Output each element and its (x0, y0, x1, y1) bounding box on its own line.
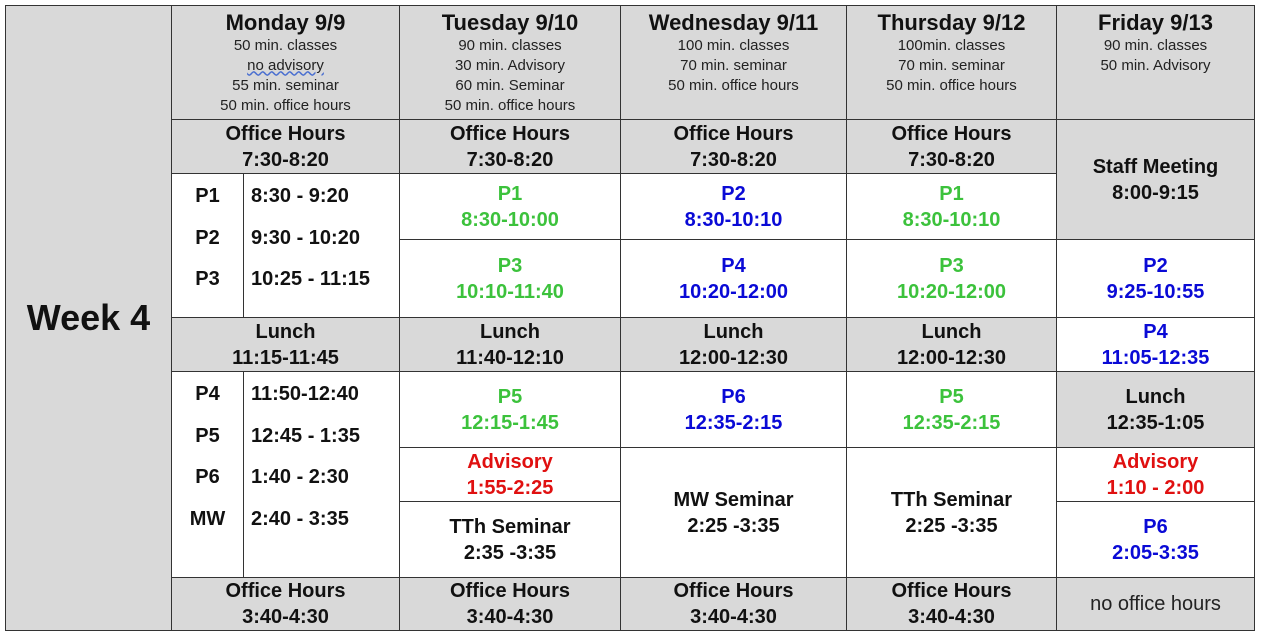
slot-time: 1:55-2:25 (466, 476, 554, 499)
slot-time: 1:10 - 2:00 (1106, 476, 1205, 499)
period-label: P2 (195, 226, 220, 249)
friday-staff-meeting (1056, 119, 1255, 240)
day-note: 70 min. seminar (898, 57, 1005, 74)
slot-time: 11:40-12:10 (456, 346, 564, 369)
slot-label: P5 (939, 385, 964, 408)
header-monday (171, 5, 400, 120)
day-note: 70 min. seminar (680, 57, 787, 74)
slot-time: 2:35 -3:35 (463, 541, 557, 564)
slot-time: 3:40-4:30 (242, 606, 329, 628)
day-title: Tuesday 9/10 (441, 9, 579, 35)
slot-time: 11:05-12:35 (1101, 346, 1210, 369)
tuesday-lunch (399, 317, 621, 372)
slot-time: 12:15-1:45 (461, 411, 559, 434)
friday-advisory (1056, 447, 1255, 502)
day-note: 50 min. classes (233, 36, 338, 54)
day-note: 100min. classes (897, 37, 1006, 54)
tuesday-block-3 (399, 371, 621, 448)
slot-label: Advisory (1112, 450, 1199, 473)
slot-label: P1 (497, 182, 523, 205)
slot-time: 7:30-8:20 (908, 148, 995, 171)
friday-lunch (1056, 371, 1255, 448)
slot-label: Office Hours (225, 580, 346, 602)
slot-label: Office Hours (891, 580, 1012, 602)
slot-time: 12:00-12:30 (679, 346, 788, 369)
slot-label: Lunch (703, 320, 764, 343)
header-tuesday (399, 5, 621, 120)
slot-label: Lunch (921, 320, 982, 343)
slot-time: 12:35-2:15 (902, 411, 1001, 434)
slot-label: P2 (1143, 254, 1168, 277)
slot-label: P4 (1143, 320, 1168, 343)
monday-office-hours-pm (171, 577, 400, 631)
slot-time: 3:40-4:30 (466, 606, 554, 628)
wednesday-office-hours-am (620, 119, 847, 174)
monday-morning-period-times (243, 173, 400, 318)
day-note: 50 min. office hours (220, 96, 351, 114)
slot-time: 3:40-4:30 (690, 606, 777, 628)
slot-time: 10:10-11:40 (456, 280, 564, 303)
friday-block-2 (1056, 317, 1255, 372)
slot-label: Staff Meeting (1092, 155, 1219, 178)
day-title: Friday 9/13 (1098, 10, 1213, 35)
period-time: 10:25 - 11:15 (251, 268, 370, 290)
day-note: 90 min. classes (1103, 37, 1208, 54)
day-note: 55 min. seminar (232, 76, 339, 94)
day-note: 50 min. office hours (886, 77, 1017, 94)
period-time: 11:50-12:40 (251, 383, 359, 405)
slot-label: MW Seminar (673, 488, 794, 511)
period-label: P5 (195, 424, 220, 447)
monday-office-hours-am (171, 119, 400, 174)
slot-label: P6 (721, 385, 746, 408)
slot-label: P6 (1143, 515, 1168, 538)
period-label: P6 (195, 466, 220, 488)
slot-time: 2:25 -3:35 (905, 514, 998, 537)
slot-label: TTh Seminar (890, 488, 1013, 511)
day-title: Monday 9/9 (225, 9, 346, 35)
slot-time: 8:30-10:00 (461, 208, 559, 231)
wednesday-lunch (620, 317, 847, 372)
thursday-lunch (846, 317, 1057, 372)
slot-time: 7:30-8:20 (242, 148, 329, 171)
wednesday-block-1 (620, 173, 847, 240)
slot-label: Lunch (1125, 385, 1186, 408)
thursday-office-hours-pm (846, 577, 1057, 631)
week-label: Week 4 (26, 297, 151, 338)
period-time: 12:45 - 1:35 (251, 424, 360, 447)
monday-morning-period-labels (171, 173, 244, 318)
period-time: 8:30 - 9:20 (251, 185, 349, 207)
period-label: P4 (195, 383, 220, 405)
period-label: P3 (195, 268, 220, 290)
slot-label: P5 (497, 385, 523, 408)
monday-afternoon-period-times (243, 371, 400, 578)
slot-label: Lunch (480, 320, 540, 343)
wednesday-office-hours-pm (620, 577, 847, 631)
tuesday-office-hours-pm (399, 577, 621, 631)
day-note: 50 min. Advisory (1100, 57, 1211, 74)
thursday-office-hours-am (846, 119, 1057, 174)
monday-lunch (171, 317, 400, 372)
tuesday-block-1 (399, 173, 621, 240)
period-time: 2:40 - 3:35 (251, 507, 349, 530)
slot-time: 8:00-9:15 (1112, 181, 1199, 204)
slot-label: no office hours (1090, 592, 1221, 615)
slot-time: 8:30-10:10 (902, 208, 1001, 231)
period-time: 9:30 - 10:20 (251, 226, 360, 249)
header-friday (1056, 5, 1255, 120)
wednesday-seminar (620, 447, 847, 578)
day-title: Wednesday 9/11 (648, 10, 819, 35)
wednesday-block-3 (620, 371, 847, 448)
header-wednesday (620, 5, 847, 120)
slot-label: Office Hours (449, 580, 571, 602)
day-note: 60 min. Seminar (455, 76, 565, 94)
header-thursday (846, 5, 1057, 120)
slot-label: P1 (939, 182, 964, 205)
slot-label: P4 (721, 254, 746, 277)
slot-label: Office Hours (225, 122, 346, 145)
day-note: 30 min. Advisory (454, 56, 566, 74)
tuesday-block-2 (399, 239, 621, 318)
thursday-block-3 (846, 371, 1057, 448)
day-note: 50 min. office hours (444, 96, 576, 114)
slot-label: Office Hours (673, 580, 794, 602)
tuesday-advisory (399, 447, 621, 502)
day-note: no advisory (247, 56, 324, 74)
day-note: 100 min. classes (677, 37, 790, 54)
thursday-seminar (846, 447, 1057, 578)
thursday-block-1 (846, 173, 1057, 240)
tuesday-office-hours-am (399, 119, 621, 174)
slot-time: 8:30-10:10 (684, 208, 783, 231)
slot-time: 3:40-4:30 (908, 606, 995, 628)
slot-time: 2:25 -3:35 (687, 514, 780, 537)
slot-label: Office Hours (673, 122, 794, 145)
slot-label: Office Hours (891, 122, 1012, 145)
friday-block-3 (1056, 501, 1255, 578)
week-label-cell (5, 5, 172, 631)
period-label: MW (189, 507, 226, 530)
slot-label: P3 (497, 254, 523, 277)
day-title: Thursday 9/12 (877, 10, 1026, 35)
slot-time: 7:30-8:20 (466, 148, 554, 171)
slot-time: 10:20-12:00 (897, 280, 1006, 303)
wednesday-block-2 (620, 239, 847, 318)
slot-label: TTh Seminar (449, 515, 571, 538)
period-label: P1 (195, 185, 220, 207)
monday-afternoon-period-labels (171, 371, 244, 578)
slot-label: P2 (721, 182, 746, 205)
day-note: 90 min. classes (458, 36, 562, 54)
day-note: 50 min. office hours (668, 77, 799, 94)
friday-block-1 (1056, 239, 1255, 318)
tuesday-seminar (399, 501, 621, 578)
slot-time: 12:35-1:05 (1106, 411, 1205, 434)
slot-time: 10:20-12:00 (679, 280, 788, 303)
slot-label: Advisory (467, 450, 553, 473)
slot-label: P3 (939, 254, 964, 277)
slot-time: 2:05-3:35 (1112, 541, 1199, 564)
slot-time: 12:35-2:15 (684, 411, 783, 434)
friday-office-hours-pm (1056, 577, 1255, 631)
period-time: 1:40 - 2:30 (251, 466, 349, 488)
slot-label: Lunch (255, 320, 316, 343)
thursday-block-2 (846, 239, 1057, 318)
slot-label: Office Hours (449, 122, 571, 145)
slot-time: 7:30-8:20 (690, 148, 777, 171)
slot-time: 9:25-10:55 (1106, 280, 1205, 303)
slot-time: 11:15-11:45 (232, 346, 339, 369)
slot-time: 12:00-12:30 (897, 346, 1006, 369)
